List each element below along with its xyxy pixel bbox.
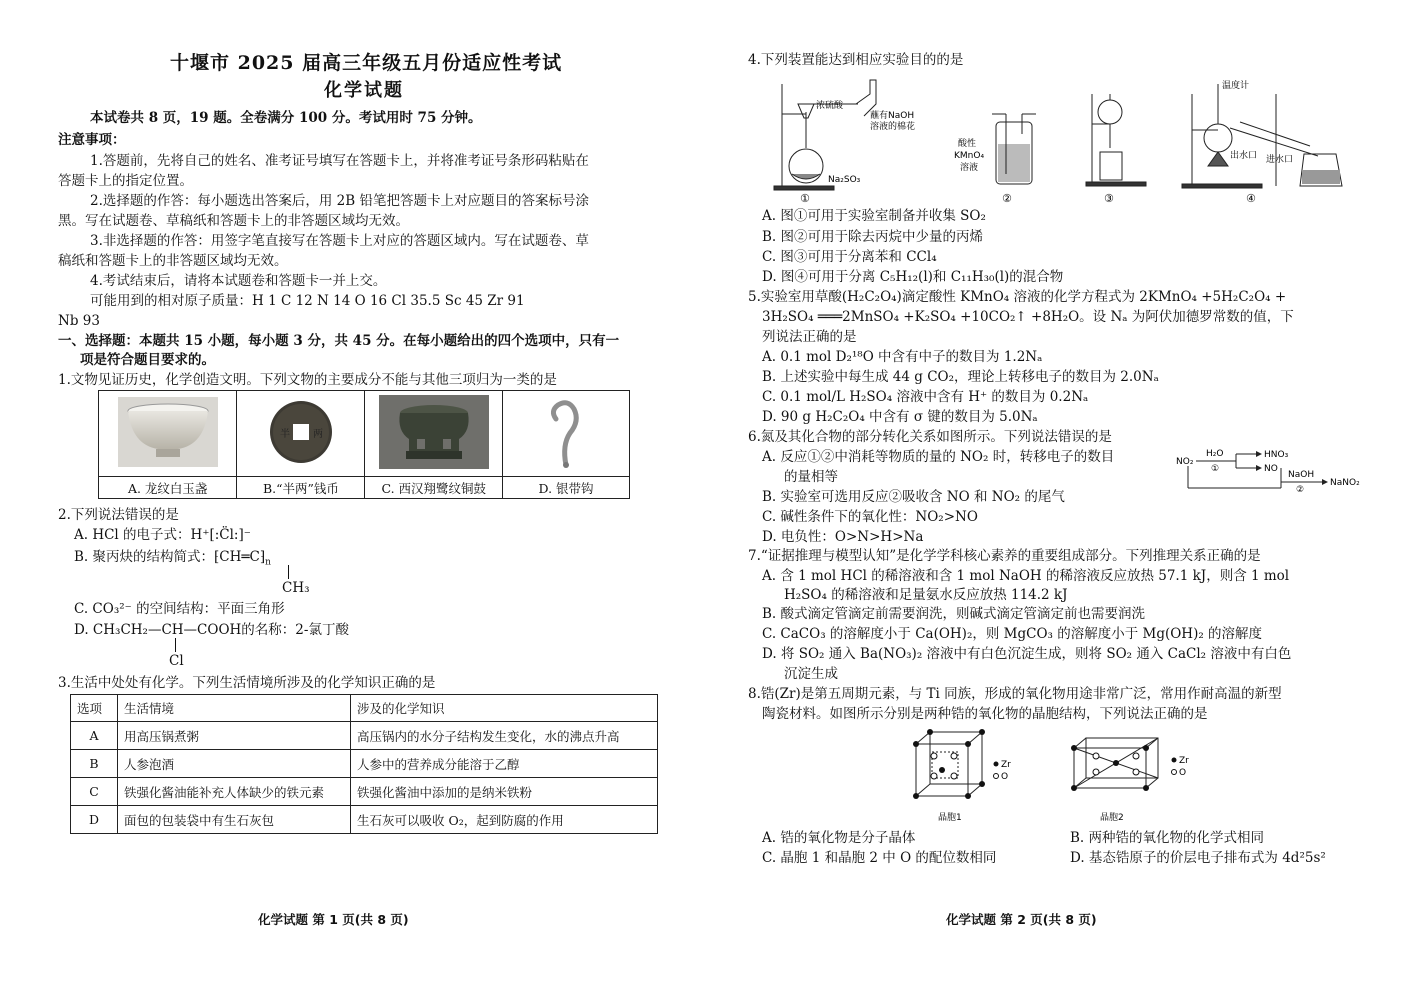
q8-stem-2: 陶瓷材料。如图所示分别是两种锆的氧化物的晶胞结构，下列说法正确的是 (762, 706, 1208, 722)
crystal-cell-2-atoms (1071, 745, 1149, 791)
q3-cell: C (71, 778, 118, 806)
q3-cell: A (71, 722, 118, 750)
q6-option-b: B. 实验室可选用反应②吸收含 NO 和 NO₂ 的尾气 (762, 489, 1065, 505)
h2o-label: H₂O (1206, 449, 1224, 459)
zr-legend-2: Zr (1179, 756, 1189, 766)
no2-label: NO₂ (1176, 457, 1194, 467)
notice-line: 4.考试结束后，请将本试题卷和答题卡一并上交。 (90, 273, 387, 289)
q2-option-a (74, 527, 251, 543)
coin-image (266, 397, 336, 467)
page-footer-left: 化学试题 第 1 页(共 8 页) (258, 912, 409, 927)
q6-stem: 6.氮及其化合物的部分转化关系如图所示。下列说法错误的是 (748, 429, 1112, 445)
relic-image-cell (365, 391, 503, 477)
q1-relic-table (98, 390, 630, 499)
q3-cell: 面包的包装袋中有生石灰包 (118, 806, 351, 834)
q8-crystal-cells (904, 726, 1204, 824)
fig-num-2: ② (1002, 192, 1012, 205)
q7-option-a: A. 含 1 mol HCl 的稀溶液和含 1 mol NaOH 的稀溶液反应放热 57.1 kJ，则含 1 mol (762, 568, 1290, 584)
notice-line: 稿纸和答题卡上的非答题区域均无效。 (58, 253, 288, 269)
water-in-label: 进水口 (1266, 155, 1294, 165)
q6-option-a-cont: 的量相等 (784, 469, 838, 485)
polypropyne-formula: ⁅CH═C⁆ (214, 549, 266, 565)
q5-option-c: C. 0.1 mol/L H₂SO₄ 溶液中含有 H⁺ 的数目为 0.2Nₐ (762, 389, 1089, 405)
q4-apparatus-figure (770, 74, 1370, 206)
nano2-label: NaNO₂ (1330, 478, 1360, 488)
q2-stem: 2.下列说法错误的是 (58, 507, 179, 523)
naoh-cotton-label: 蘸有NaOH (870, 111, 915, 121)
crystal-cell-1 (916, 732, 982, 796)
q3-cell: 高压锅内的水分子结构发生变化，水的沸点升高 (351, 722, 658, 750)
q8-option-a: A. 锆的氧化物是分子晶体 (762, 830, 916, 846)
q3-cell: 用高压锅煮粥 (118, 722, 351, 750)
exam-subtitle: 化学试题 (324, 80, 404, 101)
q3-table (70, 694, 658, 834)
q5-stem: 5.实验室用草酸(H₂C₂O₄)滴定酸性 KMnO₄ 溶液的化学方程式为 2KMnO₄ +5H₂C₂O₄ + (748, 289, 1287, 305)
section1-heading: 一、选择题：本题共 15 小题，每小题 3 分，共 45 分。在每小题给出的四个选项中，只有一 (58, 333, 620, 349)
q7-stem: 7.“证据推理与模型认知”是化学学科核心素养的重要组成部分。下列推理关系正确的是 (748, 548, 1261, 564)
q2-option-d: D. CH₃CH₂—CH—COOH的名称：2-氯丁酸 (74, 622, 349, 638)
q8-option-b: B. 两种锆的氧化物的化学式相同 (1070, 830, 1265, 846)
notice-line: 3.非选择题的作答：用签字笔直接写在答题卡上对应的答题区域内。写在试题卷、草 (90, 233, 589, 249)
q4-stem: 4.下列装置能达到相应实验目的的是 (748, 52, 964, 68)
q7-option-d: D. 将 SO₂ 通入 Ba(NO₃)₂ 溶液中有白色沉淀生成，则将 SO₂ 通入 CaCl₂ 溶液中有白色 (762, 646, 1292, 662)
bond-line (288, 565, 289, 579)
notice-heading: 注意事项： (58, 132, 126, 148)
reaction-2-label: ② (1296, 485, 1305, 494)
q2-option-b-text: B. 聚丙炔的结构简式： (74, 549, 215, 565)
q3-header: 选项 (71, 695, 118, 722)
q6-nitrogen-diagram (1176, 444, 1372, 494)
q7-option-b: B. 酸式滴定管滴定前需要润洗，则碱式滴定管滴定前也需要润洗 (762, 606, 1146, 622)
relic-image-cell (237, 391, 365, 477)
q3-cell: B (71, 750, 118, 778)
q3-cell: 生石灰可以吸收 O₂，起到防腐的作用 (351, 806, 658, 834)
hno3-label: HNO₃ (1264, 450, 1289, 460)
q2-option-b (74, 549, 271, 568)
q5-option-b: B. 上述实验中每生成 44 g CO₂，理论上转移电子的数目为 2.0Nₐ (762, 369, 1159, 385)
polymer-n: n (265, 557, 271, 568)
o-legend-1: O (1001, 772, 1009, 782)
q3-header: 生活情境 (118, 695, 351, 722)
svg-text:半: 半 (279, 429, 290, 440)
q1-stem: 1.文物见证历史，化学创造文明。下列文物的主要成分不能与其他三项归为一类的是 (58, 372, 557, 388)
fig-num-4: ④ (1246, 192, 1256, 205)
q4-option-c: C. 图③可用于分离苯和 CCl₄ (762, 249, 937, 265)
q1-option-a: A. 龙纹白玉盏 (99, 477, 237, 499)
q8-option-d: D. 基态锆原子的价层电子排布式为 4d²5s² (1070, 850, 1326, 866)
page-footer-right: 化学试题 第 2 页(共 8 页) (946, 912, 1097, 927)
table-row (71, 778, 658, 806)
apparatus-1 (774, 80, 876, 190)
q4-option-d: D. 图④可用于分离 C₅H₁₂(l)和 C₁₁H₃₀(l)的混合物 (762, 269, 1064, 285)
q5-stem-2: 3H₂SO₄ ═══2MnSO₄ +K₂SO₄ +10CO₂↑ +8H₂O。设 Nₐ 为阿伏加德罗常数的值，下 (762, 309, 1294, 325)
cl-group: Cl (169, 653, 184, 669)
q2-option-a-text: A. HCl 的电子式： (74, 527, 191, 543)
q4-option-b: B. 图②可用于除去丙烷中少量的丙烯 (762, 229, 984, 245)
notice-line: 2.选择题的作答：每小题选出答案后，用 2B 铅笔把答题卡上对应题目的答案标号涂 (90, 193, 589, 209)
q8-stem: 8.锆(Zr)是第五周期元素，与 Ti 同族，形成的氧化物用途非常广泛，常用作耐高温的新型 (748, 686, 1282, 702)
q3-cell: D (71, 806, 118, 834)
conc-acid-label: 浓硫酸 (816, 101, 844, 111)
bond-line (175, 638, 176, 652)
q1-option-d: D. 银带钩 (503, 477, 630, 499)
kmno4-label-2: KMnO₄ (954, 151, 985, 161)
notice-line: 答题卡上的指定位置。 (58, 173, 193, 189)
relic-image-cell (99, 391, 237, 477)
apparatus-4 (1182, 84, 1342, 188)
q3-cell: 人参中的营养成分能溶于乙醇 (351, 750, 658, 778)
thermometer-label: 温度计 (1222, 81, 1250, 91)
notice-line: 1.答题前，先将自己的姓名、准考证号填写在答题卡上，并将准考证号条形码粘贴在 (90, 153, 589, 169)
o-legend-2: O (1179, 768, 1187, 778)
apparatus-2 (992, 114, 1036, 184)
q8-option-c: C. 晶胞 1 和晶胞 2 中 O 的配位数相同 (762, 850, 997, 866)
table-row (71, 806, 658, 834)
relic-image-cell (503, 391, 630, 477)
q3-cell: 铁强化酱油能补充人体缺少的铁元素 (118, 778, 351, 806)
exam-title: 十堰市 2025 届高三年级五月份适应性考试 (170, 52, 563, 74)
water-out-label: 出水口 (1230, 151, 1258, 161)
q5-option-a: A. 0.1 mol D₂¹⁸O 中含有中子的数目为 1.2Nₐ (762, 349, 1043, 365)
no-label: NO (1264, 464, 1278, 474)
naoh-cotton-label-2: 溶液的棉花 (870, 122, 916, 132)
section1-heading-cont: 项是符合题目要求的。 (80, 352, 215, 368)
jade-cup-image (118, 397, 218, 467)
na2so3-label: Na₂SO₃ (828, 175, 861, 185)
hcl-electron-formula: H⁺[:C̈l:]⁻ (190, 527, 251, 543)
q5-option-d: D. 90 g H₂C₂O₄ 中含有 σ 键的数目为 5.0Nₐ (762, 409, 1038, 425)
q3-cell: 人参泡酒 (118, 750, 351, 778)
kmno4-label: 酸性 (958, 139, 977, 149)
q6-option-d: D. 电负性：O>N>H>Na (762, 529, 924, 545)
fig-num-1: ① (800, 192, 810, 205)
q4-option-a: A. 图①可用于实验室制备并收集 SO₂ (762, 208, 986, 224)
apparatus-3 (1086, 94, 1146, 186)
kmno4-label-3: 溶液 (960, 163, 979, 173)
q3-header: 涉及的化学知识 (351, 695, 658, 722)
atomic-masses: 可能用到的相对原子质量：H 1 C 12 N 14 O 16 Cl 35.5 Sc 45 Zr 91 (90, 293, 525, 309)
reaction-1-label: ① (1211, 464, 1220, 474)
atomic-masses-cont: Nb 93 (58, 313, 100, 329)
table-row (71, 750, 658, 778)
table-row (71, 722, 658, 750)
exam-intro: 本试卷共 8 页，19 题。全卷满分 100 分。考试用时 75 分钟。 (90, 110, 482, 126)
silver-hook-image (536, 395, 596, 469)
q1-option-c: C. 西汉翔鹭纹铜鼓 (365, 477, 503, 499)
notice-line: 黑。写在试题卷、草稿纸和答题卡上的非答题区域均无效。 (58, 213, 409, 229)
bronze-drum-image (379, 395, 489, 469)
cell-2-label: 晶胞2 (1100, 813, 1124, 823)
q3-stem: 3.生活中处处有化学。下列生活情境所涉及的化学知识正确的是 (58, 675, 436, 691)
q2-option-c: C. CO₃²⁻ 的空间结构：平面三角形 (74, 601, 285, 617)
ch3-group: CH₃ (282, 580, 310, 596)
q5-stem-3: 列说法正确的是 (762, 329, 857, 345)
q7-option-a-cont: H₂SO₄ 的稀溶液和足量氨水反应放热 114.2 kJ (784, 587, 1068, 603)
cell-1-label: 晶胞1 (938, 813, 962, 823)
q6-option-a: A. 反应①②中消耗等物质的量的 NO₂ 时，转移电子的数目 (762, 449, 1115, 465)
crystal-cell-1-atoms (913, 729, 985, 799)
zr-legend-1: Zr (1001, 760, 1011, 770)
q6-option-c: C. 碱性条件下的氧化性：NO₂>NO (762, 509, 978, 525)
q7-option-d-cont: 沉淀生成 (784, 666, 838, 682)
svg-text:两: 两 (312, 429, 323, 440)
naoh-label: NaOH (1288, 470, 1315, 480)
q1-option-b: B.“半两”钱币 (237, 477, 365, 499)
fig-num-3: ③ (1104, 192, 1114, 205)
q3-cell: 铁强化酱油中添加的是纳米铁粉 (351, 778, 658, 806)
q7-option-c: C. CaCO₃ 的溶解度小于 Ca(OH)₂，则 MgCO₃ 的溶解度小于 Mg(OH)₂ 的溶解度 (762, 626, 1263, 642)
